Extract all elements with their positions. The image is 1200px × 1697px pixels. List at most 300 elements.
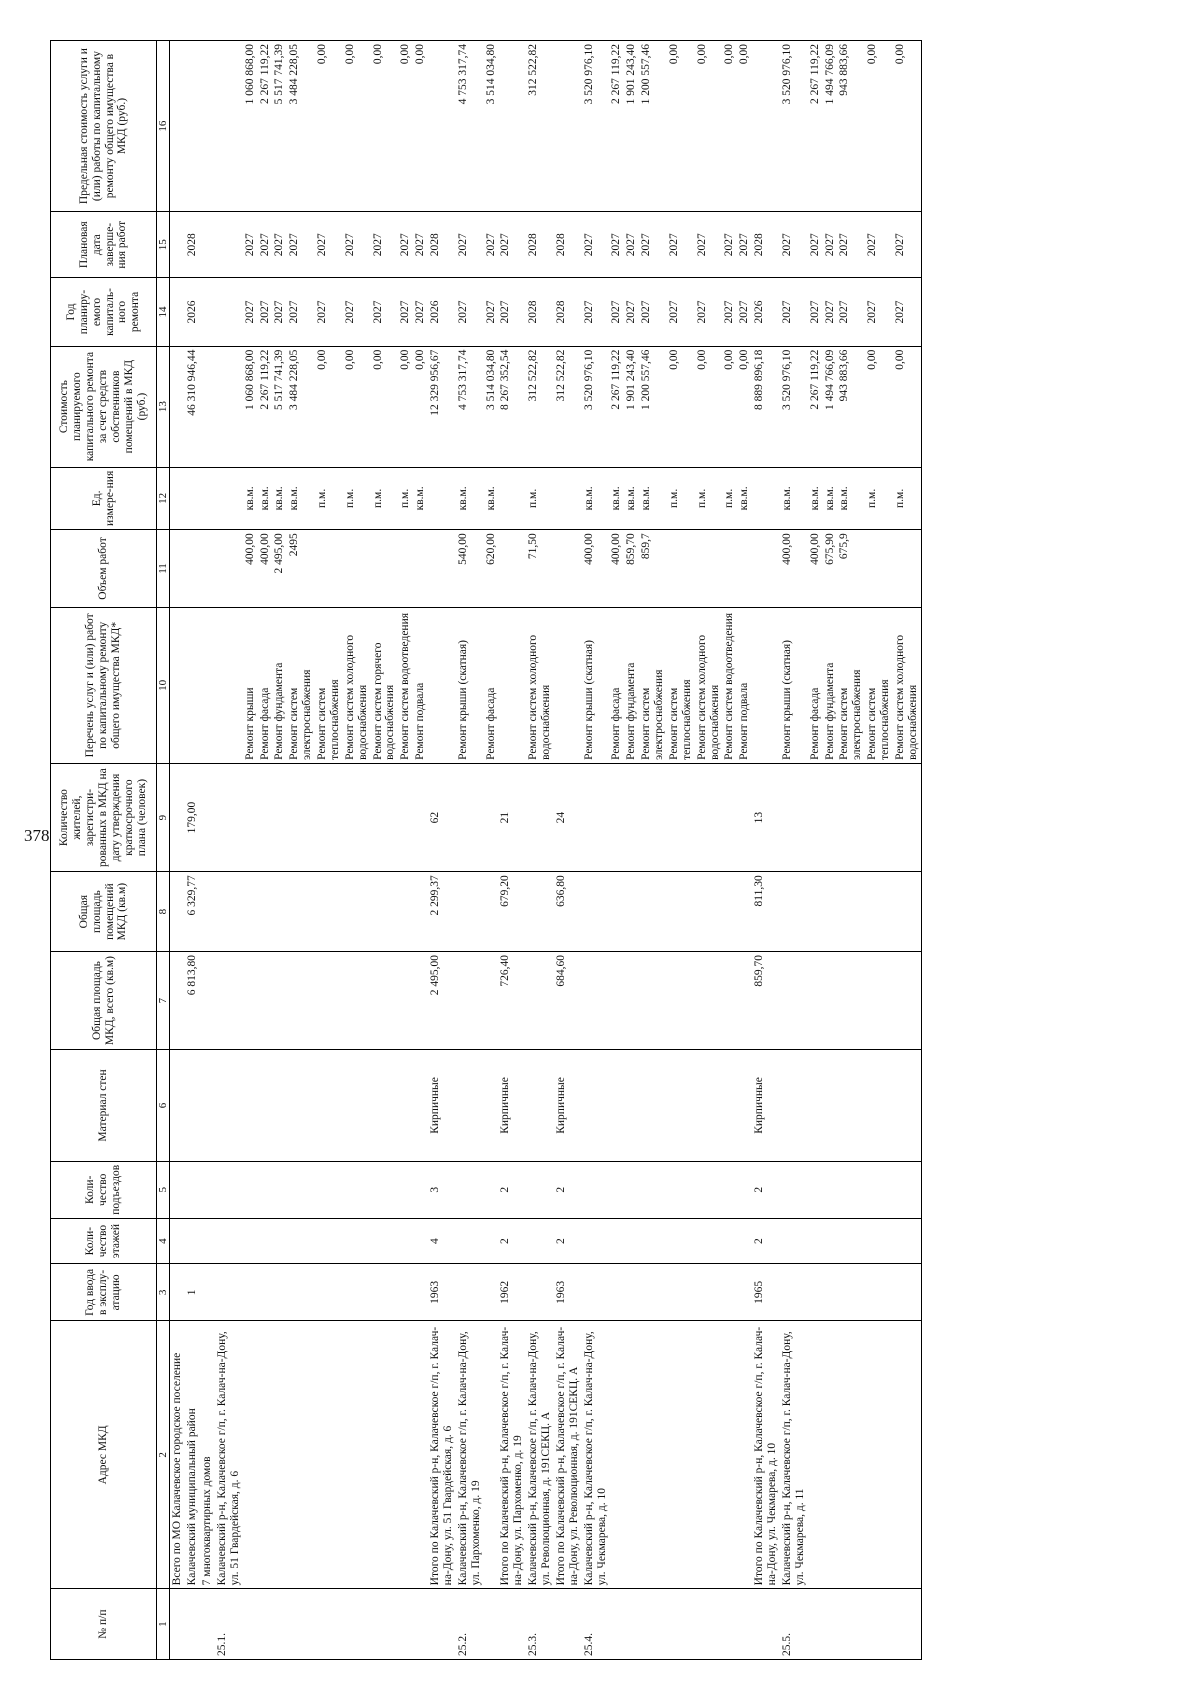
column-number-9: 9 (157, 763, 170, 871)
cell-col-2 (243, 1321, 258, 1589)
cell-col-13: 0,00 (343, 346, 371, 467)
cell-col-1 (170, 1589, 185, 1660)
cell-col-14: 2026 (185, 278, 200, 346)
cell-col-10: Ремонт крыши (скатная) (582, 607, 610, 763)
cell-col-16: 1 060 868,00 (243, 41, 258, 212)
cell-col-15 (170, 212, 185, 278)
cell-col-13: 2 267 119,22 (258, 346, 273, 467)
cell-col-15 (200, 212, 215, 278)
cell-col-5: 2 (752, 1161, 780, 1218)
cell-col-12 (215, 467, 243, 530)
cell-col-11 (554, 530, 582, 608)
cell-col-7 (170, 952, 185, 1050)
cell-col-1 (823, 1589, 838, 1660)
cell-col-8 (667, 872, 695, 952)
cell-col-1 (371, 1589, 399, 1660)
cell-col-11 (185, 530, 200, 608)
column-number-row (157, 41, 170, 1660)
cell-col-10: Ремонт систем водоотведения (398, 607, 413, 763)
cell-col-4 (215, 1218, 243, 1264)
cell-col-15: 2027 (258, 212, 273, 278)
cell-col-3: 1962 (498, 1264, 526, 1321)
cell-col-5 (398, 1161, 413, 1218)
cell-col-10: Ремонт крыши (скатная) (456, 607, 484, 763)
cell-col-10 (200, 607, 215, 763)
cell-col-11 (398, 530, 413, 608)
cell-col-14: 2027 (639, 278, 667, 346)
cell-col-1 (752, 1589, 780, 1660)
cell-col-13: 3 484 228,05 (287, 346, 315, 467)
cell-col-10 (752, 607, 780, 763)
cell-col-2 (624, 1321, 639, 1589)
cell-col-11 (752, 530, 780, 608)
cell-col-13: 8 267 352,54 (498, 346, 526, 467)
cell-col-7 (837, 952, 865, 1050)
cell-col-3 (371, 1264, 399, 1321)
cell-col-12 (170, 467, 185, 530)
cell-col-2 (808, 1321, 823, 1589)
column-header-3: Год ввода в эксплу-атацию (51, 1264, 157, 1321)
cell-col-4 (371, 1218, 399, 1264)
cell-col-13: 4 753 317,74 (456, 346, 484, 467)
cell-col-9 (343, 763, 371, 871)
cell-col-15: 2027 (413, 212, 428, 278)
cell-col-8 (456, 872, 484, 952)
cell-col-3 (823, 1264, 838, 1321)
cell-col-1 (413, 1589, 428, 1660)
cell-col-7 (215, 952, 243, 1050)
cell-col-7 (609, 952, 624, 1050)
cell-col-9 (737, 763, 752, 871)
cell-col-14 (215, 278, 243, 346)
cell-col-4 (185, 1218, 200, 1264)
cell-col-15: 2027 (343, 212, 371, 278)
table-row (498, 41, 526, 1660)
cell-col-6 (185, 1050, 200, 1162)
cell-col-5 (695, 1161, 723, 1218)
cell-col-9: 13 (752, 763, 780, 871)
cell-col-4 (808, 1218, 823, 1264)
cell-col-8 (258, 872, 273, 952)
column-header-4: Коли-чество этажей (51, 1218, 157, 1264)
cell-col-12: п.м. (526, 467, 554, 530)
cell-col-9: 24 (554, 763, 582, 871)
cell-col-9 (258, 763, 273, 871)
cell-col-10: Ремонт систем электроснабжения (639, 607, 667, 763)
cell-col-2 (398, 1321, 413, 1589)
table-row (272, 41, 287, 1660)
column-number-15: 15 (157, 212, 170, 278)
cell-col-5 (484, 1161, 499, 1218)
column-header-2: Адрес МКД (51, 1321, 157, 1589)
cell-col-9 (315, 763, 343, 871)
cell-col-14: 2027 (893, 278, 921, 346)
table-row (752, 41, 780, 1660)
cell-col-7 (737, 952, 752, 1050)
cell-col-2 (865, 1321, 893, 1589)
table-row (526, 41, 554, 1660)
cell-col-9 (526, 763, 554, 871)
cell-col-3 (170, 1264, 185, 1321)
cell-col-15: 2027 (243, 212, 258, 278)
cell-col-16 (428, 41, 456, 212)
cell-col-2 (315, 1321, 343, 1589)
cell-col-5 (808, 1161, 823, 1218)
cell-col-5 (582, 1161, 610, 1218)
cell-col-7 (667, 952, 695, 1050)
cell-col-16 (170, 41, 185, 212)
cell-col-9 (215, 763, 243, 871)
cell-col-15: 2028 (428, 212, 456, 278)
cell-col-4 (780, 1218, 808, 1264)
table-row (343, 41, 371, 1660)
capital-repair-table (50, 40, 922, 1660)
column-header-9: Количество жителей, зарегистри-рованных в МКД на дату утверждения краткосрочного плана (человек) (51, 763, 157, 871)
cell-col-9 (808, 763, 823, 871)
cell-col-9: 62 (428, 763, 456, 871)
cell-col-2: Итого по Калачевский р-н, Калачевское г/п, г. Калач-на-Дону, ул. Чекмарева, д. 10 (752, 1321, 780, 1589)
cell-col-6 (737, 1050, 752, 1162)
column-number-12: 12 (157, 467, 170, 530)
cell-col-9 (170, 763, 185, 871)
cell-col-9 (287, 763, 315, 871)
table-row (554, 41, 582, 1660)
cell-col-10: Ремонт крыши (скатная) (780, 607, 808, 763)
cell-col-5 (837, 1161, 865, 1218)
table-row (609, 41, 624, 1660)
cell-col-5 (272, 1161, 287, 1218)
cell-col-11 (737, 530, 752, 608)
cell-col-2 (609, 1321, 624, 1589)
column-number-8: 8 (157, 872, 170, 952)
cell-col-7 (823, 952, 838, 1050)
cell-col-3 (272, 1264, 287, 1321)
cell-col-16: 3 520 976,10 (582, 41, 610, 212)
cell-col-15: 2027 (582, 212, 610, 278)
cell-col-14: 2027 (695, 278, 723, 346)
cell-col-15: 2027 (837, 212, 865, 278)
cell-col-14: 2027 (371, 278, 399, 346)
cell-col-2 (837, 1321, 865, 1589)
cell-col-4 (823, 1218, 838, 1264)
cell-col-16: 0,00 (667, 41, 695, 212)
cell-col-2 (639, 1321, 667, 1589)
cell-col-14: 2027 (722, 278, 737, 346)
cell-col-11 (170, 530, 185, 608)
column-header-6: Материал стен (51, 1050, 157, 1162)
cell-col-6: Кирпичные (498, 1050, 526, 1162)
cell-col-15: 2027 (695, 212, 723, 278)
cell-col-15: 2027 (456, 212, 484, 278)
cell-col-7 (639, 952, 667, 1050)
cell-col-13: 0,00 (413, 346, 428, 467)
cell-col-7 (315, 952, 343, 1050)
cell-col-5 (624, 1161, 639, 1218)
cell-col-15 (215, 212, 243, 278)
cell-col-12: п.м. (893, 467, 921, 530)
cell-col-13: 0,00 (371, 346, 399, 467)
cell-col-14: 2027 (243, 278, 258, 346)
cell-col-4 (526, 1218, 554, 1264)
cell-col-2 (413, 1321, 428, 1589)
cell-col-7 (722, 952, 737, 1050)
cell-col-5 (170, 1161, 185, 1218)
cell-col-14: 2027 (780, 278, 808, 346)
cell-col-5 (865, 1161, 893, 1218)
cell-col-10: Ремонт систем водоотведения (722, 607, 737, 763)
cell-col-4 (258, 1218, 273, 1264)
cell-col-15: 2028 (554, 212, 582, 278)
cell-col-10 (428, 607, 456, 763)
table-row (258, 41, 273, 1660)
cell-col-12: кв.м. (456, 467, 484, 530)
cell-col-2: Калачевский р-н, Калачевское г/п, г. Калач-на-Дону, ул. Чекмарева, д. 11 (780, 1321, 808, 1589)
cell-col-15: 2027 (484, 212, 499, 278)
cell-col-15: 2027 (893, 212, 921, 278)
cell-col-4 (893, 1218, 921, 1264)
cell-col-12 (200, 467, 215, 530)
cell-col-11: 400,00 (243, 530, 258, 608)
cell-col-1 (200, 1589, 215, 1660)
cell-col-4 (484, 1218, 499, 1264)
cell-col-4 (624, 1218, 639, 1264)
cell-col-10: Ремонт фасада (258, 607, 273, 763)
cell-col-2 (695, 1321, 723, 1589)
cell-col-4: 4 (428, 1218, 456, 1264)
cell-col-12: кв.м. (272, 467, 287, 530)
cell-col-12: п.м. (722, 467, 737, 530)
cell-col-15: 2027 (315, 212, 343, 278)
cell-col-14: 2026 (428, 278, 456, 346)
cell-col-5: 2 (498, 1161, 526, 1218)
cell-col-7 (780, 952, 808, 1050)
cell-col-9 (200, 763, 215, 871)
cell-col-4 (667, 1218, 695, 1264)
cell-col-2: Итого по Калачевский р-н, Калачевское г/п, г. Калач-на-Дону, ул. 51 Гвардейская, д. 6 (428, 1321, 456, 1589)
cell-col-12 (498, 467, 526, 530)
column-number-6: 6 (157, 1050, 170, 1162)
cell-col-6 (624, 1050, 639, 1162)
cell-col-15: 2027 (609, 212, 624, 278)
cell-col-11 (498, 530, 526, 608)
cell-col-8 (695, 872, 723, 952)
cell-col-13: 1 200 557,46 (639, 346, 667, 467)
cell-col-13: 0,00 (398, 346, 413, 467)
cell-col-11 (200, 530, 215, 608)
cell-col-12: кв.м. (484, 467, 499, 530)
cell-col-3 (484, 1264, 499, 1321)
cell-col-3 (624, 1264, 639, 1321)
cell-col-2 (272, 1321, 287, 1589)
cell-col-6 (343, 1050, 371, 1162)
cell-col-9 (624, 763, 639, 871)
cell-col-2: Калачевский р-н, Калачевское г/п, г. Калач-на-Дону, ул. Пархоменко, д. 19 (456, 1321, 484, 1589)
cell-col-3: 1963 (428, 1264, 456, 1321)
cell-col-6: Кирпичные (752, 1050, 780, 1162)
cell-col-7: 726,40 (498, 952, 526, 1050)
cell-col-8 (609, 872, 624, 952)
cell-col-10: Ремонт систем холодного водоснабжения (893, 607, 921, 763)
cell-col-1 (258, 1589, 273, 1660)
cell-col-8 (371, 872, 399, 952)
cell-col-3 (287, 1264, 315, 1321)
column-number-3: 3 (157, 1264, 170, 1321)
cell-col-6 (484, 1050, 499, 1162)
cell-col-13: 2 267 119,22 (808, 346, 823, 467)
cell-col-9 (484, 763, 499, 871)
cell-col-2 (667, 1321, 695, 1589)
cell-col-11: 2 495,00 (272, 530, 287, 608)
cell-col-13: 3 520 976,10 (780, 346, 808, 467)
cell-col-1 (243, 1589, 258, 1660)
cell-col-9 (667, 763, 695, 871)
cell-col-10 (215, 607, 243, 763)
cell-col-12: кв.м. (624, 467, 639, 530)
cell-col-7: 684,60 (554, 952, 582, 1050)
cell-col-4 (456, 1218, 484, 1264)
cell-col-12: п.м. (371, 467, 399, 530)
cell-col-11 (667, 530, 695, 608)
table-row (456, 41, 484, 1660)
cell-col-9 (371, 763, 399, 871)
cell-col-9 (837, 763, 865, 871)
cell-col-5 (780, 1161, 808, 1218)
cell-col-10 (185, 607, 200, 763)
cell-col-5 (200, 1161, 215, 1218)
cell-col-13: 0,00 (865, 346, 893, 467)
cell-col-13: 5 517 741,39 (272, 346, 287, 467)
column-number-5: 5 (157, 1161, 170, 1218)
column-header-14: Год планиру-емого капиталь-ного ремонта (51, 278, 157, 346)
table-row (639, 41, 667, 1660)
cell-col-15: 2027 (808, 212, 823, 278)
table-row (624, 41, 639, 1660)
cell-col-3 (200, 1264, 215, 1321)
cell-col-14: 2027 (808, 278, 823, 346)
cell-col-8 (639, 872, 667, 952)
cell-col-15: 2027 (272, 212, 287, 278)
cell-col-14: 2027 (498, 278, 526, 346)
cell-col-16: 2 267 119,22 (258, 41, 273, 212)
cell-col-14: 2027 (287, 278, 315, 346)
cell-col-7 (582, 952, 610, 1050)
cell-col-1 (624, 1589, 639, 1660)
cell-col-11 (343, 530, 371, 608)
cell-col-1: 25.4. (582, 1589, 610, 1660)
cell-col-14: 2027 (398, 278, 413, 346)
cell-col-15: 2027 (865, 212, 893, 278)
cell-col-13: 12 329 956,67 (428, 346, 456, 467)
cell-col-16: 312 522,82 (526, 41, 554, 212)
cell-col-5 (667, 1161, 695, 1218)
cell-col-8 (484, 872, 499, 952)
cell-col-1 (498, 1589, 526, 1660)
cell-col-3 (398, 1264, 413, 1321)
cell-col-6 (865, 1050, 893, 1162)
cell-col-10: Ремонт систем теплоснабжения (667, 607, 695, 763)
cell-col-2 (737, 1321, 752, 1589)
cell-col-6 (639, 1050, 667, 1162)
cell-col-2 (484, 1321, 499, 1589)
cell-col-6 (893, 1050, 921, 1162)
cell-col-7 (287, 952, 315, 1050)
cell-col-9 (695, 763, 723, 871)
cell-col-13: 0,00 (695, 346, 723, 467)
cell-col-14: 2027 (667, 278, 695, 346)
cell-col-2: 7 многоквартирных домов (200, 1321, 215, 1589)
cell-col-10: Ремонт фундамента (272, 607, 287, 763)
table-row (428, 41, 456, 1660)
cell-col-16: 2 267 119,22 (808, 41, 823, 212)
cell-col-9: 21 (498, 763, 526, 871)
cell-col-1 (837, 1589, 865, 1660)
cell-col-7: 6 813,80 (185, 952, 200, 1050)
cell-col-9 (639, 763, 667, 871)
cell-col-6 (722, 1050, 737, 1162)
cell-col-15: 2027 (737, 212, 752, 278)
cell-col-16 (752, 41, 780, 212)
table-row (413, 41, 428, 1660)
cell-col-3 (837, 1264, 865, 1321)
cell-col-6 (215, 1050, 243, 1162)
cell-col-1 (609, 1589, 624, 1660)
cell-col-11: 675,90 (823, 530, 838, 608)
cell-col-13: 312 522,82 (526, 346, 554, 467)
cell-col-10: Ремонт систем холодного водоснабжения (526, 607, 554, 763)
cell-col-8 (624, 872, 639, 952)
cell-col-7 (371, 952, 399, 1050)
cell-col-9 (398, 763, 413, 871)
cell-col-11 (865, 530, 893, 608)
cell-col-16: 5 517 741,39 (272, 41, 287, 212)
cell-col-6 (398, 1050, 413, 1162)
table-row (808, 41, 823, 1660)
cell-col-15: 2027 (722, 212, 737, 278)
cell-col-11: 71,50 (526, 530, 554, 608)
table-row (667, 41, 695, 1660)
cell-col-10: Ремонт фундамента (624, 607, 639, 763)
cell-col-8 (170, 872, 185, 952)
cell-col-2 (371, 1321, 399, 1589)
cell-col-1 (428, 1589, 456, 1660)
cell-col-13: 3 520 976,10 (582, 346, 610, 467)
column-number-11: 11 (157, 530, 170, 608)
cell-col-1 (722, 1589, 737, 1660)
column-number-4: 4 (157, 1218, 170, 1264)
cell-col-10: Ремонт фасада (609, 607, 624, 763)
column-number-1: 1 (157, 1589, 170, 1660)
cell-col-12: кв.м. (243, 467, 258, 530)
cell-col-12: кв.м. (823, 467, 838, 530)
cell-col-6 (200, 1050, 215, 1162)
cell-col-16 (200, 41, 215, 212)
cell-col-6: Кирпичные (554, 1050, 582, 1162)
cell-col-16: 0,00 (893, 41, 921, 212)
cell-col-6 (695, 1050, 723, 1162)
cell-col-2: Итого по Калачевский р-н, Калачевское г/п, г. Калач-на-Дону, ул. Революционная, д. 191СЕКЦ. А (554, 1321, 582, 1589)
cell-col-4 (609, 1218, 624, 1264)
cell-col-5 (287, 1161, 315, 1218)
page-number: 378 (24, 826, 50, 845)
cell-col-6 (287, 1050, 315, 1162)
cell-col-16 (554, 41, 582, 212)
cell-col-1: 25.5. (780, 1589, 808, 1660)
cell-col-3 (695, 1264, 723, 1321)
cell-col-8 (893, 872, 921, 952)
cell-col-9 (893, 763, 921, 871)
cell-col-12: кв.м. (808, 467, 823, 530)
cell-col-16 (185, 41, 200, 212)
